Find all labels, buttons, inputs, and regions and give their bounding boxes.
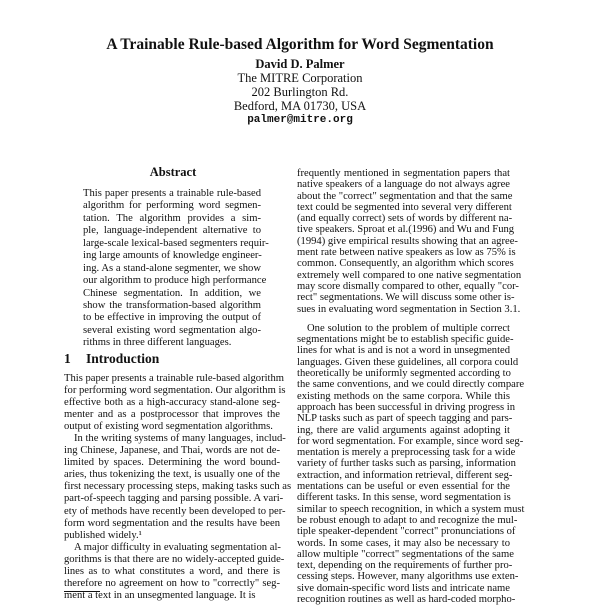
author-name: David D. Palmer xyxy=(255,57,345,71)
text-line: rect" segmentations. We will discuss some other is- xyxy=(297,292,515,304)
text-line: languages. Given these guidelines, all corpora could xyxy=(297,356,519,368)
author-block xyxy=(0,57,600,127)
text-line: rithms in three different languages. xyxy=(83,337,232,349)
text-line: mentation is merely a preprocessing task for a wide xyxy=(297,447,516,459)
text-line: similar to speech recognition, in which a system must xyxy=(297,503,525,515)
text-line: (1994) give empirical results showing that an agree- xyxy=(297,235,518,247)
text-line: menter and as a postprocessor that improves the xyxy=(64,409,280,421)
right-column xyxy=(297,168,525,605)
text-line: ety of methods have recently been developed to per- xyxy=(64,505,286,517)
text-line: One solution to the problem of multiple correct xyxy=(307,322,510,334)
text-line: existing methods on the same corpora. While this xyxy=(297,390,510,402)
text-line: extraction, and information retrieval, different seg- xyxy=(297,469,513,481)
text-line: effective both as a high-accuracy stand-alone seg- xyxy=(64,397,280,409)
text-line: first necessary processing steps, making tasks such as xyxy=(64,481,292,493)
text-line: lines for what is and is not a word in unsegmented xyxy=(297,345,511,357)
text-line: form word segmentation and the results have been xyxy=(64,517,280,529)
text-line: different tasks. In this sense, word segmentation is xyxy=(297,492,511,504)
text-line: gorithms is that there are no widely-accepted guide- xyxy=(64,553,285,565)
text-line: NLP tasks such as part of speech tagging and pars- xyxy=(297,413,513,425)
text-line: text, depending on the requirements of further pro- xyxy=(297,560,513,572)
text-line: frequently mentioned in segmentation papers that xyxy=(297,168,510,179)
text-line: may score dismally compared to other, equally "cor- xyxy=(297,280,519,292)
text-line: tation. The algorithm provides a sim- xyxy=(83,212,261,224)
text-line: ing, there are valid arguments against adopting it xyxy=(297,424,510,436)
section-heading xyxy=(64,351,159,367)
author-affiliation: The MITRE Corporation xyxy=(237,71,363,85)
text-line: mentations can be useful or even essential for the xyxy=(297,481,510,493)
abstract-body xyxy=(83,188,269,350)
text-line: algorithm for performing word segmen- xyxy=(83,200,261,212)
text-line: This paper presents a trainable rule-based xyxy=(83,188,261,199)
text-line: large-scale lexical-based segmenters requir- xyxy=(83,237,269,249)
text-line: variety of further tasks such as parsing, information xyxy=(297,458,516,470)
text-line: show the transformation-based algorithm xyxy=(83,299,261,311)
text-line: for performing word segmentation. Our algorithm is xyxy=(64,385,286,397)
text-line: text could be segmented into several very different xyxy=(297,201,512,213)
text-line: aries, thus tokenizing the text, is usually one of the xyxy=(64,469,280,481)
text-line: segmentations might be to establish specific guide- xyxy=(297,334,514,346)
text-line: be robust enough to adapt to and recognize the mul- xyxy=(297,514,518,526)
text-line: native speakers of a language do not always agree xyxy=(297,179,510,191)
text-line: sive domain-specific word lists and intricate name xyxy=(297,582,510,594)
text-line: output of existing word segmentation algorithms. xyxy=(64,421,273,433)
text-line: sues in evaluating word segmentation in Section 3.1. xyxy=(297,303,521,315)
text-line: ing Chinese, Japanese, and Thai, words are not de- xyxy=(64,445,280,457)
text-line: words. In some cases, it may also be necessary to xyxy=(297,537,510,549)
text-line: ment a text in an unsegmented language. It is xyxy=(64,589,256,601)
left-column xyxy=(64,373,292,602)
author-address-line1: 202 Burlington Rd. xyxy=(251,85,349,99)
text-line: published widely.¹ xyxy=(64,529,142,541)
text-line: therefore no agreement on how to "correctly" seg- xyxy=(64,577,280,589)
text-line: In the writing systems of many languages, includ- xyxy=(74,433,286,445)
text-line: recognition routines as well as hard-coded morpho- xyxy=(297,593,516,605)
text-line: cessing steps. However, many algorithms use exten- xyxy=(297,571,519,583)
paper-title: A Trainable Rule-based Algorithm for Word Segmentation xyxy=(106,36,494,53)
text-line: the same conventions, and we could directly compare xyxy=(297,379,525,391)
abstract-heading: Abstract xyxy=(149,165,197,179)
text-line: several existing word segmentation algo- xyxy=(83,324,261,336)
text-line: extremely well compared to one native segmentation xyxy=(297,269,522,281)
text-line: This paper presents a trainable rule-based algorithm xyxy=(64,373,285,384)
text-line: common. Consequently, an algorithm which scores xyxy=(297,258,514,270)
text-line: approach has been successful in driving progress in xyxy=(297,401,515,413)
text-line: part-of-speech tagging and parsing possible. A vari- xyxy=(64,493,284,505)
section-number: 1 xyxy=(64,351,71,366)
section-title: Introduction xyxy=(86,351,160,366)
text-line: lines as to what constitutes a word, and there is xyxy=(64,565,280,577)
paragraph-gap xyxy=(297,315,510,323)
text-line: allow multiple "correct" segmentations of the same xyxy=(297,548,514,560)
text-line: for word segmentation. For example, since word seg- xyxy=(297,435,524,447)
text-line: (and equally correct) sets of words by different na- xyxy=(297,213,513,225)
text-line: tive speakers. Sproat et al.(1996) and Wu and Fung xyxy=(297,224,515,236)
author-email: palmer@mitre.org xyxy=(247,114,353,126)
text-line: ple, language-independent alternative to xyxy=(83,225,261,237)
text-line: our algorithm to produce high performance xyxy=(83,275,267,287)
author-address-line2: Bedford, MA 01730, USA xyxy=(233,99,367,113)
text-line: ing large amounts of knowledge engineer- xyxy=(83,250,262,262)
text-line: limited by spaces. Determining the word bound- xyxy=(64,457,280,469)
text-line: A major difficulty in evaluating segmentation al- xyxy=(74,541,281,553)
text-line: tiple speaker-dependent "correct" pronunciations of xyxy=(297,526,516,538)
text-line: about the "correct" segmentation and that the same xyxy=(297,190,513,202)
text-line: ment rate between native speakers as low as 75% is xyxy=(297,247,516,259)
footnote-rule xyxy=(64,591,100,592)
text-line: to be effective in improving the output of xyxy=(83,312,261,324)
text-line: ing. As a stand-alone segmenter, we show xyxy=(83,262,261,274)
text-line: Chinese segmentation. In addition, we xyxy=(83,287,261,299)
text-line: theoretically be uniformly segmented according to xyxy=(297,368,511,380)
